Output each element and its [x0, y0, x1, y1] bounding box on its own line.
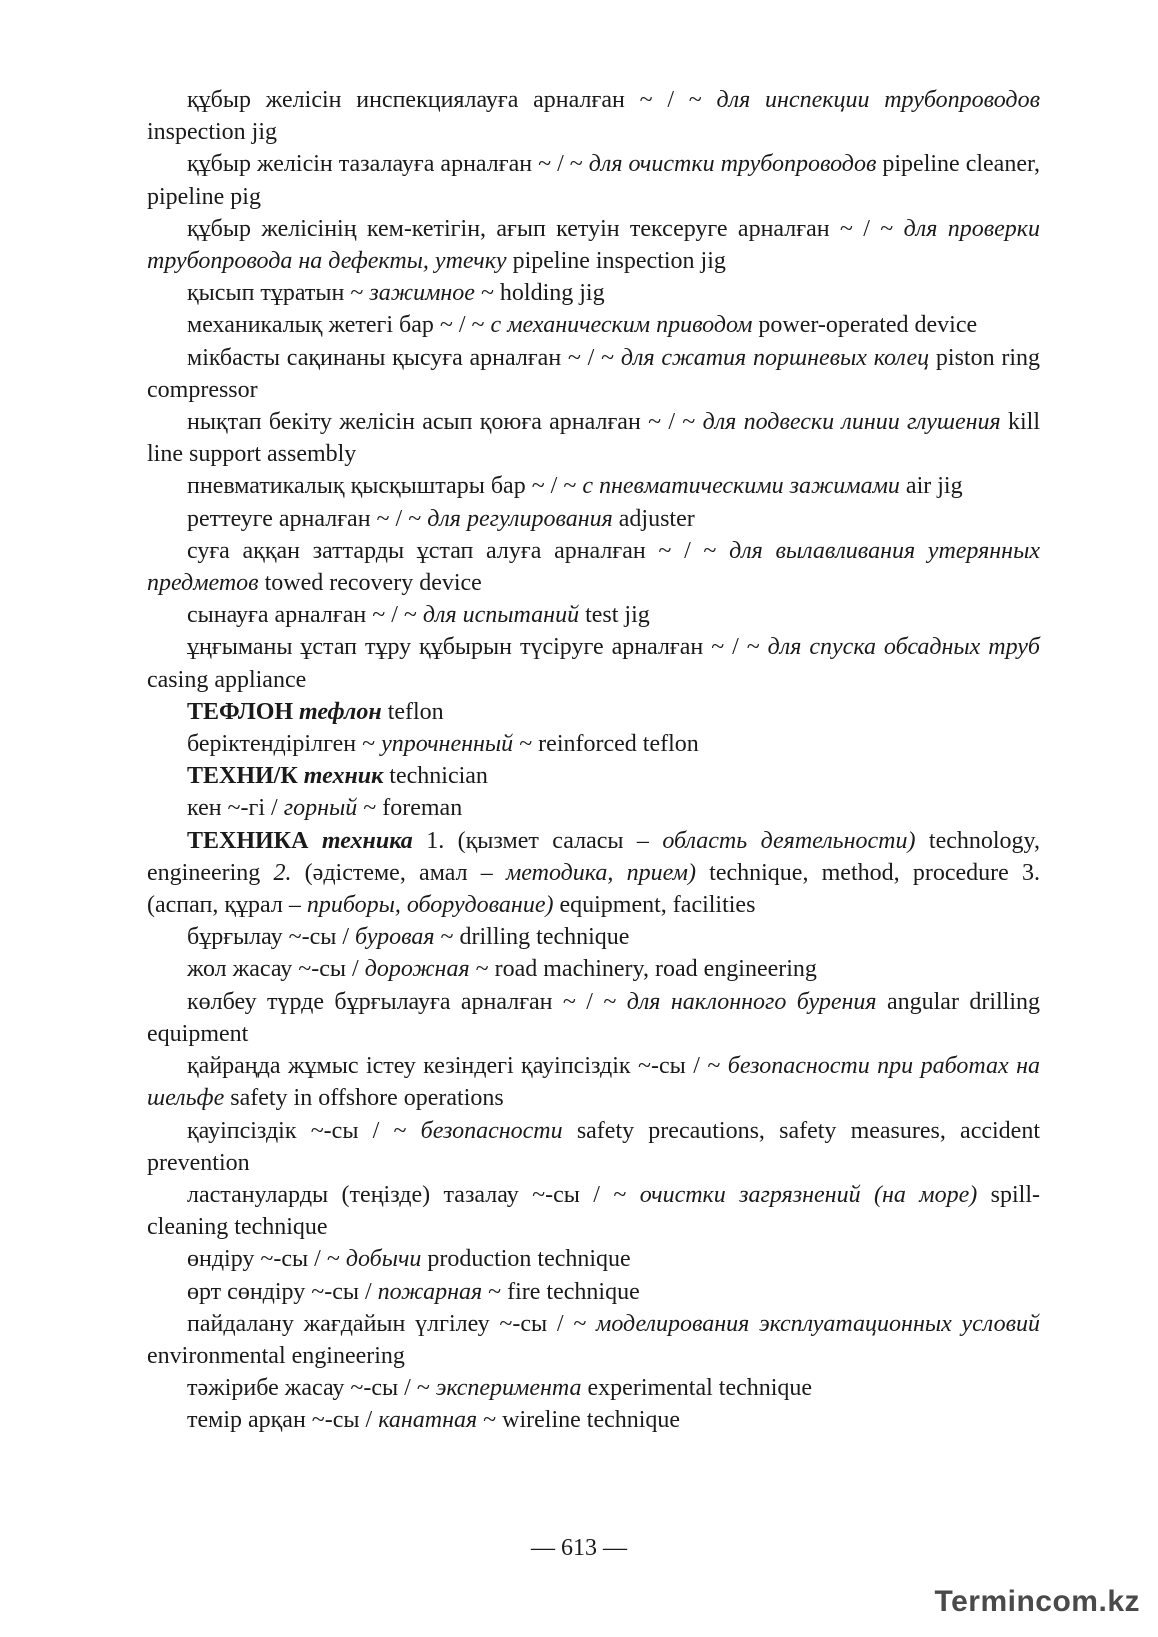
dictionary-entry: [147, 986, 1040, 1050]
entry-text: production technique: [421, 1246, 631, 1273]
dictionary-entry: [147, 1050, 1040, 1114]
dictionary-entry: [147, 792, 1040, 824]
russian-equivalent: очистки загрязнений (на море): [639, 1181, 978, 1208]
entry-text: experimental technique: [581, 1375, 813, 1402]
entry-text: ұңғыманы ұстап тұру құбырын түсіруге арналған ~ / ~: [187, 634, 768, 661]
entry-text: 1. (қызмет саласы –: [412, 827, 663, 854]
russian-equivalent: упрочненный: [381, 731, 514, 758]
entry-text: қысып тұратын ~: [187, 280, 370, 307]
russian-equivalent: для спуска обсадных труб: [767, 634, 1040, 661]
entry-text: ~ holding jig: [474, 280, 605, 307]
entry-text: өндіру ~-сы / ~: [187, 1246, 346, 1273]
dictionary-entry: [147, 728, 1040, 760]
dictionary-entry: [147, 1276, 1040, 1308]
dictionary-entry: [147, 309, 1040, 341]
entry-text: жол жасау ~-сы /: [187, 956, 365, 983]
entry-text: пневматикалық қысқыштары бар ~ / ~: [187, 473, 583, 500]
entry-text: teflon: [381, 698, 444, 725]
entry-text: құбыр желісін инспекциялауға арналған ~ / ~: [187, 87, 717, 113]
entry-text: inspection jig: [147, 119, 277, 146]
russian-equivalent: 2.: [273, 859, 292, 886]
russian-equivalent: для испытаний: [422, 602, 580, 629]
entry-text: темір арқан ~-сы /: [187, 1407, 379, 1434]
entry-text: ~ drilling technique: [434, 924, 630, 951]
entry-text: беріктендірілген ~: [187, 731, 382, 758]
russian-equivalent: буровая: [355, 924, 435, 951]
russian-equivalent: для наклонного бурения: [626, 988, 877, 1015]
entry-text: қайраңда жұмыс істеу кезіндегі қауіпсіздік ~-сы / ~: [187, 1053, 728, 1080]
dictionary-entry: [147, 470, 1040, 502]
entry-text: air jig: [899, 473, 963, 500]
russian-equivalent: пожарная: [377, 1278, 483, 1305]
entry-text: safety in offshore operations: [224, 1085, 504, 1112]
entry-text: safety precautions, safety measures, accident prevention: [147, 1117, 1041, 1176]
dictionary-body: [147, 84, 1040, 1437]
entry-text: реттеуге арналған ~ / ~: [187, 505, 428, 532]
russian-equivalent: канатная: [378, 1407, 478, 1434]
russian-equivalent: для вылавливания утерянных предметов: [147, 537, 1040, 597]
dictionary-entry: [147, 406, 1040, 470]
entry-text: ~ foreman: [357, 795, 463, 822]
entry-text: ластануларды (теңізде) тазалау ~-сы / ~: [187, 1181, 640, 1208]
headword: ТЕХНИ/К: [187, 763, 304, 790]
entry-text: қауіпсіздік ~-сы / ~: [187, 1117, 421, 1144]
russian-equivalent: для регулирования: [427, 505, 613, 532]
entry-text: механикалық жетегі бар ~ / ~: [187, 312, 491, 339]
entry-text: ~ road machinery, road engineering: [469, 956, 817, 983]
russian-equivalent: моделирования эксплуатационных условий: [596, 1310, 1040, 1337]
russian-equivalent: зажимное: [369, 280, 475, 307]
entry-text: technique, method, procedure 3. (аспап, құрал –: [147, 859, 1040, 919]
russian-equivalent: эксперимента: [435, 1375, 582, 1402]
entry-text: test jig: [579, 602, 650, 629]
russian-equivalent: добычи: [345, 1246, 422, 1273]
entry-text: ~ fire technique: [482, 1278, 640, 1305]
russian-equivalent: дорожная: [364, 956, 470, 983]
dictionary-entry: [147, 84, 1040, 148]
dictionary-entry: [147, 631, 1040, 695]
entry-text: тәжірибе жасау ~-сы / ~: [187, 1375, 436, 1402]
dictionary-entry: [147, 599, 1040, 631]
entry-text: суға аққан заттарды ұстап алуға арналған ~ / ~: [187, 537, 730, 564]
dictionary-entry: [147, 1372, 1040, 1404]
russian-equivalent: приборы, оборудование): [306, 892, 554, 919]
entry-text: angular drilling equipment: [147, 988, 1040, 1047]
entry-text: environmental engineering: [147, 1342, 405, 1369]
entry-text: құбыр желісін тазалауға арналған ~ / ~: [187, 151, 589, 178]
russian-equivalent: для очистки трубопроводов: [588, 151, 877, 178]
page-number: — 613 —: [531, 1535, 627, 1561]
entry-text: technology, engineering: [147, 827, 1040, 886]
dictionary-entry: [147, 1308, 1040, 1372]
headword: ТЕХНИКА: [187, 827, 322, 854]
entry-text: сынауға арналған ~ / ~: [187, 602, 423, 629]
entry-text: ~ reinforced teflon: [513, 731, 699, 758]
dictionary-entry: [147, 825, 1040, 922]
headword: ТЕФЛОН: [187, 698, 300, 725]
dictionary-entry: [147, 1243, 1040, 1275]
dictionary-entry: [147, 1115, 1040, 1179]
russian-equivalent: методика, прием): [505, 859, 696, 886]
entry-text: өрт сөндіру ~-сы /: [187, 1278, 378, 1305]
entry-text: kill line support assembly: [147, 409, 1040, 468]
dictionary-entry: [147, 342, 1040, 406]
entry-text: equipment, facilities: [553, 892, 756, 919]
entry-text: pipeline cleaner, pipeline pig: [147, 151, 1041, 210]
entry-text: towed recovery device: [258, 570, 482, 597]
dictionary-entry: [147, 921, 1040, 953]
dictionary-entry: [147, 213, 1040, 277]
entry-text: кен ~-гі /: [187, 795, 284, 822]
entry-text: көлбеу түрде бұрғылауға арналған ~ / ~: [187, 988, 627, 1015]
russian-equivalent: безопасности: [420, 1117, 563, 1144]
russian-equivalent: для проверки трубопровода на дефекты, утечку: [147, 215, 1040, 275]
russian-equivalent: с пневматическими зажимами: [582, 473, 900, 500]
entry-text: құбыр желісінің кем-кетігін, ағып кетуін тексеруге арналған ~ / ~: [187, 215, 904, 242]
dictionary-entry: [147, 148, 1040, 212]
site-watermark: Termincom.kz: [934, 1585, 1140, 1618]
dictionary-entry: [147, 503, 1040, 535]
dictionary-entry: [147, 535, 1040, 599]
russian-equivalent: горный: [283, 795, 358, 822]
headword-translation: техника: [321, 827, 413, 854]
entry-text: technician: [383, 763, 488, 790]
entry-text: power-operated device: [752, 312, 978, 339]
russian-equivalent: с механическим приводом: [490, 312, 753, 339]
dictionary-entry: [147, 953, 1040, 985]
entry-text: (әдістеме, амал –: [291, 859, 506, 886]
entry-text: бұрғылау ~-сы /: [187, 924, 356, 951]
russian-equivalent: для подвески линии глушения: [702, 409, 1001, 436]
entry-text: piston ring compressor: [147, 344, 1040, 403]
russian-equivalent: для инспекции трубопроводов: [716, 87, 1040, 113]
entry-text: мікбасты сақинаны қысуға арналған ~ / ~: [187, 344, 621, 371]
entry-text: adjuster: [612, 505, 695, 532]
entry-text: ~ wireline technique: [477, 1407, 681, 1434]
entry-text: нықтап бекіту желісін асып қоюға арналған ~ / ~: [187, 409, 703, 436]
dictionary-entry: [147, 1404, 1040, 1436]
russian-equivalent: для сжатия поршневых колец: [620, 344, 930, 371]
entry-text: casing appliance: [147, 666, 307, 693]
entry-text: пайдалану жағдайын үлгілеу ~-сы / ~: [187, 1310, 597, 1337]
dictionary-entry: [147, 277, 1040, 309]
russian-equivalent: область деятельности): [662, 827, 916, 854]
dictionary-entry: [147, 1179, 1040, 1243]
entry-text: spill-cleaning technique: [147, 1181, 1040, 1241]
dictionary-entry: [147, 696, 1040, 728]
dictionary-entry: [147, 760, 1040, 792]
headword-translation: техник: [303, 763, 384, 790]
russian-equivalent: безопасности при работах на шельфе: [147, 1053, 1041, 1112]
headword-translation: тефлон: [299, 698, 382, 725]
entry-text: pipeline inspection jig: [506, 248, 726, 275]
